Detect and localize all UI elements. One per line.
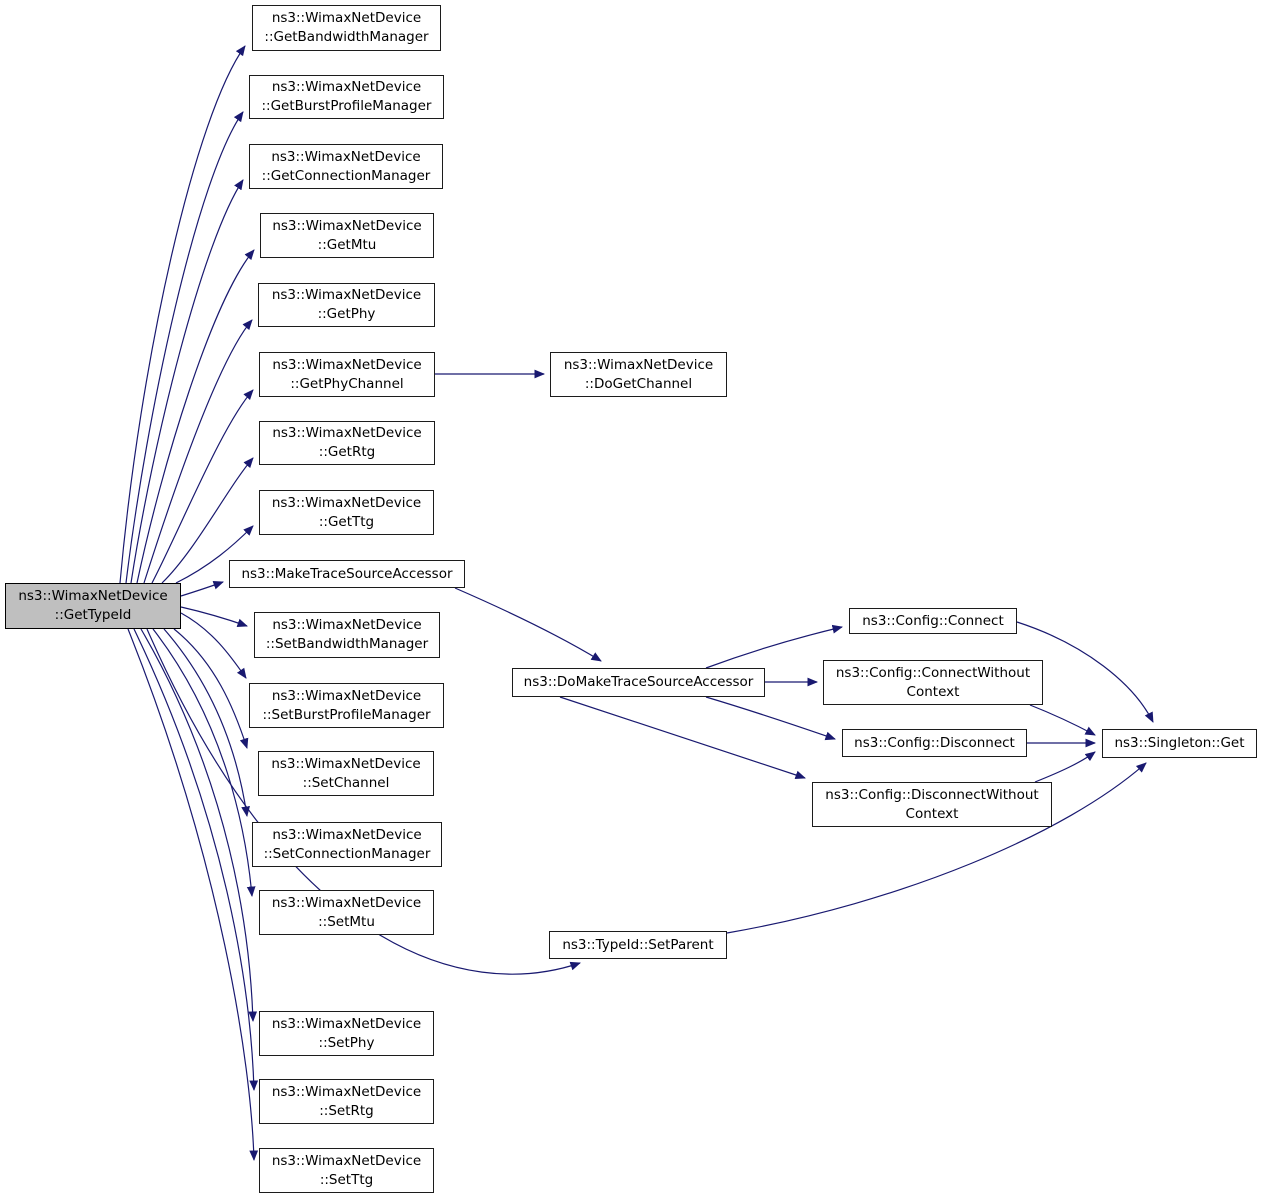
node-label-line: ns3::Singleton::Get bbox=[1114, 735, 1245, 751]
node-label-line: ::SetPhy bbox=[318, 1034, 375, 1051]
node-label-line: ::DoGetChannel bbox=[584, 375, 693, 392]
node-get-ttg[interactable] bbox=[259, 490, 434, 535]
node-label-line: ::GetMtu bbox=[317, 236, 377, 253]
node-config-connect-without-context[interactable] bbox=[823, 660, 1043, 705]
node-get-phy[interactable] bbox=[258, 283, 435, 327]
node-label-line: ns3::WimaxNetDevice bbox=[271, 1015, 422, 1032]
edge-get-type-id--set-bandwidth-manager bbox=[181, 607, 247, 626]
edge-get-type-id--set-mtu bbox=[153, 629, 252, 896]
node-label-line: ::GetPhyChannel bbox=[290, 375, 404, 392]
node-label-line: ::GetTtg bbox=[318, 513, 375, 530]
node-label-line: ::SetBurstProfileManager bbox=[262, 706, 431, 723]
node-set-connection-manager[interactable] bbox=[252, 822, 442, 867]
node-do-get-channel[interactable] bbox=[550, 352, 727, 397]
node-get-mtu[interactable] bbox=[260, 213, 434, 258]
node-set-burst-profile-manager[interactable] bbox=[249, 683, 444, 728]
node-label-line: ns3::Config::Disconnect bbox=[854, 734, 1015, 751]
node-label-line: ::GetConnectionManager bbox=[261, 167, 431, 184]
node-label-line: ns3::WimaxNetDevice bbox=[272, 617, 422, 633]
node-config-disconnect[interactable] bbox=[842, 729, 1027, 757]
node-set-phy[interactable] bbox=[259, 1011, 434, 1056]
node-config-disconnect-without-context[interactable] bbox=[812, 782, 1052, 827]
node-label-line: ns3::WimaxNetDevice bbox=[271, 687, 422, 704]
node-label-line: ::SetMtu bbox=[318, 913, 375, 930]
edge-get-type-id--make-trace-source-accessor bbox=[181, 582, 223, 596]
edge-get-type-id--set-ttg bbox=[128, 629, 254, 1160]
node-label-line: ns3::Config::ConnectWithout bbox=[835, 664, 1031, 681]
node-label-line: ::SetTtg bbox=[319, 1171, 374, 1188]
edge-get-type-id--get-connection-manager bbox=[131, 180, 243, 583]
edge-config-disconnect-without-context--singleton-get bbox=[1035, 752, 1095, 782]
node-set-channel[interactable] bbox=[258, 751, 434, 796]
node-label-line: ns3::WimaxNetDevice bbox=[271, 755, 421, 772]
edge-make-trace-source-accessor--do-make-trace-source-accessor bbox=[455, 588, 601, 661]
node-get-type-id bbox=[5, 583, 181, 629]
node-label-line: ns3::Config::DisconnectWithout bbox=[825, 786, 1039, 803]
node-label-line: ns3::WimaxNetDevice bbox=[271, 1083, 422, 1100]
node-set-bandwidth-manager[interactable] bbox=[254, 612, 440, 658]
node-label-line: ns3::WimaxNetDevice bbox=[271, 894, 422, 911]
edge-do-make-trace-source-accessor--config-connect bbox=[706, 627, 842, 668]
edge-get-type-id--get-phy-channel bbox=[152, 390, 253, 583]
node-label-line: ns3::WimaxNetDevice bbox=[271, 79, 422, 95]
edge-get-type-id--set-channel bbox=[174, 629, 247, 748]
node-get-burst-profile-manager[interactable] bbox=[249, 75, 444, 119]
node-do-make-trace-source-accessor[interactable] bbox=[512, 668, 765, 697]
node-label-line: Context bbox=[905, 805, 959, 822]
node-label-line: ::SetRtg bbox=[319, 1102, 374, 1119]
node-label-line: ns3::TypeId::SetParent bbox=[562, 936, 714, 953]
node-config-connect[interactable] bbox=[849, 608, 1017, 634]
node-get-connection-manager[interactable] bbox=[249, 144, 443, 189]
node-label-line: ::GetRtg bbox=[318, 444, 376, 460]
node-label-line: ns3::WimaxNetDevice bbox=[272, 356, 422, 373]
node-label-line: ::GetBurstProfileManager bbox=[261, 98, 432, 114]
node-get-phy-channel[interactable] bbox=[259, 352, 435, 397]
edge-get-type-id--set-rtg bbox=[134, 629, 254, 1090]
edge-get-type-id--get-bandwidth-manager bbox=[120, 46, 245, 583]
edge-get-type-id--get-burst-profile-manager bbox=[126, 112, 243, 583]
node-get-bandwidth-manager[interactable] bbox=[252, 5, 441, 51]
node-label-line: ::SetConnectionManager bbox=[263, 845, 431, 862]
node-singleton-get[interactable] bbox=[1102, 729, 1257, 758]
node-label-line: ns3::WimaxNetDevice bbox=[271, 148, 421, 165]
edge-get-type-id--set-connection-manager bbox=[164, 629, 247, 816]
node-label-line: ::SetBandwidthManager bbox=[265, 636, 429, 652]
node-label-line: ns3::DoMakeTraceSourceAccessor bbox=[523, 674, 754, 690]
node-label-line: ns3::WimaxNetDevice bbox=[271, 10, 422, 26]
node-make-trace-source-accessor[interactable] bbox=[229, 560, 465, 588]
edge-get-type-id--get-phy bbox=[144, 320, 252, 583]
node-get-rtg[interactable] bbox=[259, 421, 435, 465]
node-label-line: ns3::WimaxNetDevice bbox=[563, 356, 714, 373]
node-label-line: ::GetTypeId bbox=[54, 607, 132, 623]
node-label-line: ::SetChannel bbox=[302, 774, 390, 791]
node-label-line: ns3::WimaxNetDevice bbox=[18, 588, 168, 604]
node-label-line: ns3::WimaxNetDevice bbox=[272, 425, 422, 441]
node-label-line: Context bbox=[906, 683, 960, 700]
edge-do-make-trace-source-accessor--config-disconnect-without-context bbox=[560, 697, 805, 778]
node-label-line: ns3::WimaxNetDevice bbox=[272, 826, 422, 843]
node-label-line: ns3::WimaxNetDevice bbox=[272, 217, 422, 234]
node-label-line: ::GetBandwidthManager bbox=[264, 29, 429, 45]
edge-do-make-trace-source-accessor--config-disconnect bbox=[706, 697, 835, 739]
node-label-line: ns3::Config::Connect bbox=[862, 612, 1004, 629]
edge-get-type-id--set-phy bbox=[141, 629, 253, 1021]
edge-get-type-id--set-burst-profile-manager bbox=[181, 613, 246, 678]
node-set-rtg[interactable] bbox=[259, 1079, 434, 1124]
node-label-line: ns3::WimaxNetDevice bbox=[271, 494, 422, 511]
edge-get-type-id--get-mtu bbox=[137, 250, 254, 583]
node-set-ttg[interactable] bbox=[259, 1148, 434, 1193]
node-set-parent[interactable] bbox=[549, 931, 727, 959]
edge-config-connect-without-context--singleton-get bbox=[1030, 705, 1095, 735]
node-label-line: ns3::WimaxNetDevice bbox=[271, 1152, 422, 1169]
node-set-mtu[interactable] bbox=[259, 890, 434, 935]
node-label-line: ns3::WimaxNetDevice bbox=[271, 287, 422, 303]
node-label-line: ns3::MakeTraceSourceAccessor bbox=[241, 565, 453, 582]
node-label-line: ::GetPhy bbox=[317, 306, 376, 322]
